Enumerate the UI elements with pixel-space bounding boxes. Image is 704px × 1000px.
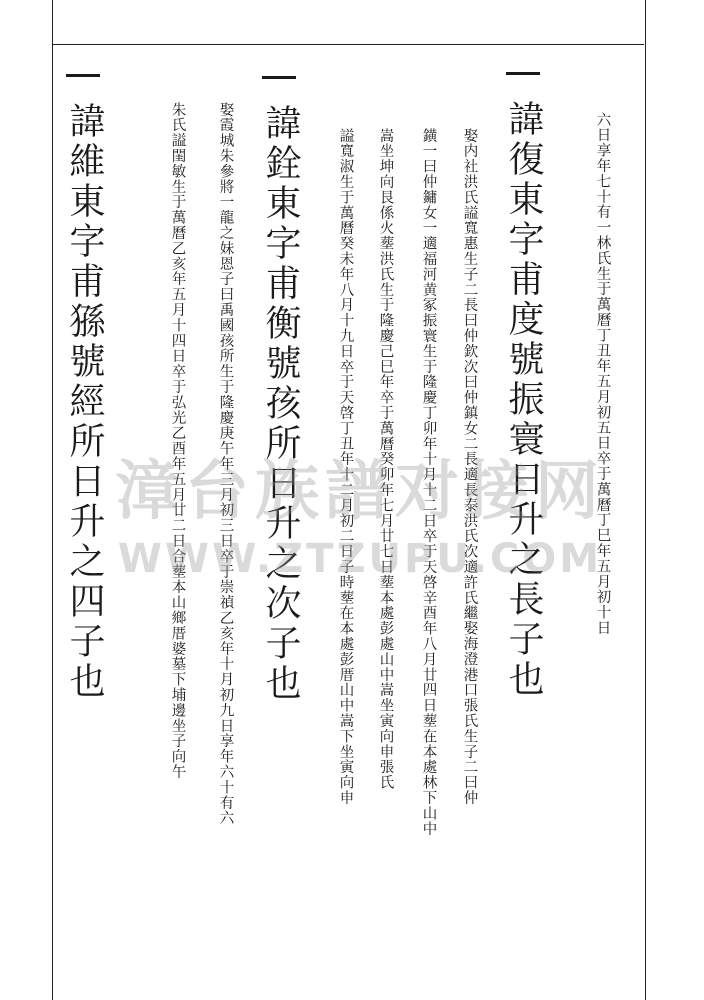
text-column-4: 鐄一曰仲鏞女一適福河黄冢振寰生于隆慶丁卯年十月十二日卒于天啓辛酉年八月廿四日塟在本處林下山中 bbox=[420, 128, 437, 837]
watermark-cn: 漳台族譜对接网 bbox=[115, 455, 605, 529]
entry-marker-3 bbox=[66, 74, 100, 77]
text-column-1: 六日享年七十有一林氏生于萬曆丁丑年五月初五日卒于萬曆丁巳年五月初十日 bbox=[594, 112, 611, 636]
watermark-en: WWW.ZTZUPU.COM bbox=[117, 536, 603, 582]
text-column-9: 朱氏謚閨敏生于萬曆乙亥年五月十四日卒于弘光乙酉年五月廿二日合塟本山鄉厝婆墓下埔邊坐子向午 bbox=[169, 102, 186, 780]
entry-marker-2 bbox=[262, 76, 296, 79]
entry-heading-3: 諱維東字甫猻號經所日升之四子也 bbox=[64, 102, 105, 702]
frame-top-rule bbox=[52, 44, 644, 45]
text-column-6: 謚寬淑生于萬曆癸未年八月十九日卒于天啓丁丑年十二月初二日子時塟在本處彭厝山中嵩下坐寅向申 bbox=[337, 128, 354, 806]
frame-left-rule bbox=[52, 0, 53, 1000]
entry-marker-1 bbox=[506, 72, 540, 75]
text-column-5: 嵩坐坤向艮係火塟洪氏生于隆慶己巳年卒于萬曆癸卯年七月廿七日塟本處彭處山中嵩坐寅向申張氏 bbox=[377, 128, 394, 791]
frame-right-rule bbox=[645, 0, 646, 1000]
text-column-8: 娶霞城朱參將一龍之妹恩子曰禹國孩所生于隆慶庚午年三月初三日卒于崇禎乙亥年十月初九日享年六十有六 bbox=[217, 102, 234, 826]
entry-heading-1: 諱復東字甫度號振寰日升之長子也 bbox=[503, 100, 544, 700]
entry-heading-2: 諱銓東字甫衡號孩所日升之次子也 bbox=[260, 104, 301, 704]
text-column-3: 娶内社洪氏謚寬惠生子二長曰仲欽次曰仲鎮女二長適長泰洪氏次適許氏繼娶海澄港口張氏生子二曰仲 bbox=[461, 128, 478, 806]
